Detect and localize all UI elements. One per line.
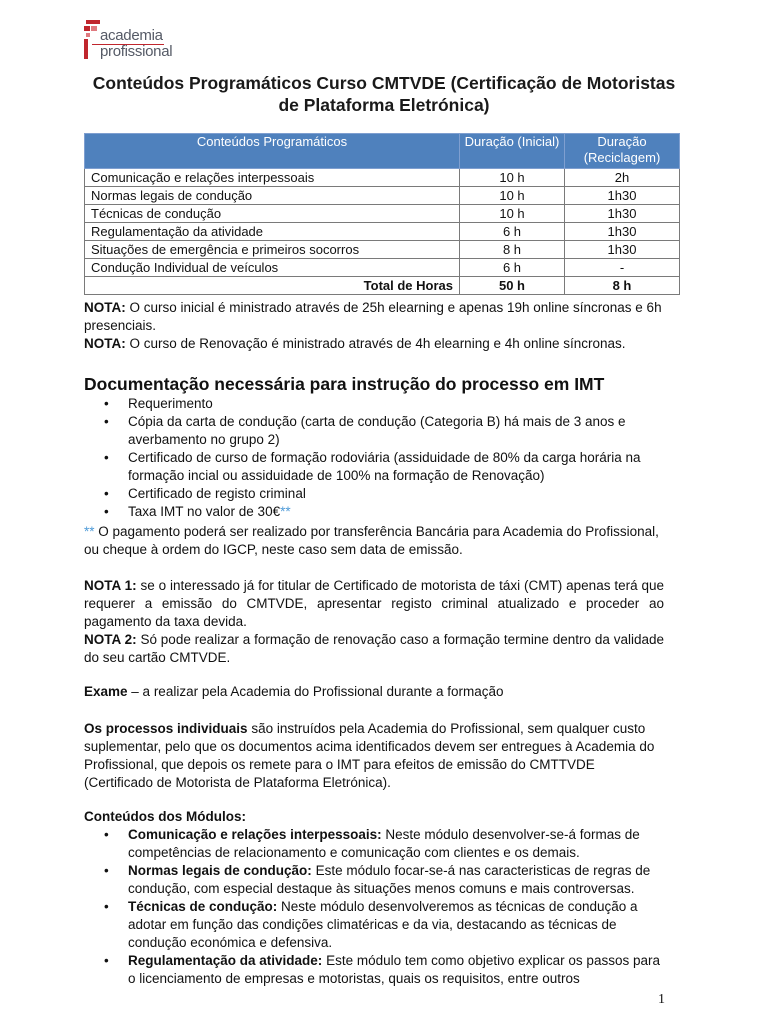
nota-2: NOTA 2: Só pode realizar a formação de renovação caso a formação termine dentro da validade do seu cartão CMTVDE. [84, 632, 664, 665]
list-item: • Normas legais de condução: Este módulo focar-se-á nas caracteristicas de regras de condução, com especial destaque às situações menos comuns e mais controversas. [84, 862, 664, 898]
list-item: • Técnicas de condução: Neste módulo desenvolveremos as técnicas de condução a adotar em função das condições climatéricas e da via, destacando as técnicas de condução económica e defensiva. [84, 898, 664, 952]
cell-initial: 8 h [460, 241, 565, 259]
total-recycling: 8 h [565, 277, 680, 295]
table-row [85, 169, 680, 187]
list-item: • Cópia da carta de condução (carta de condução (Categoria B) há mais de 3 anos e averbamento no grupo 2) [84, 413, 664, 449]
modules-list [84, 826, 664, 988]
list-item: • Certificado de curso de formação rodoviária (assiduidade de 80% da carga horária na formação incial ou assiduidade de 100% na formação de Renovação) [84, 449, 664, 485]
cell-recycling: - [565, 259, 680, 277]
cell-module: Normas legais de condução [85, 187, 460, 205]
cell-module: Regulamentação da atividade [85, 223, 460, 241]
cell-recycling: 2h [565, 169, 680, 187]
company-logo [84, 18, 173, 68]
documentation-list [84, 395, 664, 521]
modules-heading: Conteúdos dos Módulos: [84, 809, 246, 824]
note-renewal: NOTA: O curso de Renovação é ministrado através de 4h elearning e 4h online síncronas. [84, 336, 626, 351]
table-row [85, 187, 680, 205]
table-row [85, 259, 680, 277]
cell-initial: 10 h [460, 187, 565, 205]
nota-1: NOTA 1: se o interessado já for titular de Certificado de motorista de táxi (CMT) apenas terá que requerer a emissão do CMTVDE, apresentar registo criminal atualizado e proceder ao pagamento da taxa devida. [84, 578, 664, 629]
processes-paragraph: Os processos individuais são instruídos pela Academia do Profissional, sem qualquer custo suplementar, pelo que os documentos acima identificados devem ser entregues à Academia do Profissional, que depois os remete para o IMT para efeitos de emissão do CMTTVDE (Certificado de Motorista de Plataforma Eletrónica). [84, 721, 655, 790]
cell-initial: 6 h [460, 259, 565, 277]
list-item: • Regulamentação da atividade: Este módulo tem como objetivo explicar os passos para o licenciamento de empresas e motoristas, quais os requisitos, entre outros [84, 952, 664, 988]
cell-recycling: 1h30 [565, 241, 680, 259]
list-item: • Comunicação e relações interpessoais: Neste módulo desenvolver-se-á formas de competências de relacionamento e comunicação com clientes e os demais. [84, 826, 664, 862]
table-row [85, 205, 680, 223]
page-number: 1 [658, 992, 665, 1007]
cell-module: Situações de emergência e primeiros socorros [85, 241, 460, 259]
page-title: Conteúdos Programáticos Curso CMTVDE (Certificação de Motoristas de Plataforma Eletrónica) [92, 73, 676, 115]
table-total-row [85, 277, 680, 295]
cell-initial: 10 h [460, 169, 565, 187]
table-row [85, 241, 680, 259]
logo-wordmark: academia profissional [100, 27, 173, 60]
col-header-contents: Conteúdos Programáticos [85, 134, 460, 169]
cell-module: Condução Individual de veículos [85, 259, 460, 277]
exam-note: Exame – a realizar pela Academia do Profissional durante a formação [84, 684, 504, 699]
table-header-row [85, 134, 680, 169]
cell-initial: 6 h [460, 223, 565, 241]
total-label: Total de Horas [85, 277, 460, 295]
col-header-recycling: Duração (Reciclagem) [565, 134, 680, 169]
table-row [85, 223, 680, 241]
cell-initial: 10 h [460, 205, 565, 223]
payment-note: ** O pagamento poderá ser realizado por transferência Bancária para Academia do Profissional, ou cheque à ordem do IGCP, neste caso sem data de emissão. [84, 524, 659, 557]
cell-module: Técnicas de condução [85, 205, 460, 223]
list-item: • Requerimento [84, 395, 664, 413]
total-initial: 50 h [460, 277, 565, 295]
documentation-heading: Documentação necessária para instrução do processo em IMT [84, 374, 605, 394]
cell-recycling: 1h30 [565, 223, 680, 241]
program-table [84, 133, 680, 295]
cell-recycling: 1h30 [565, 205, 680, 223]
col-header-initial: Duração (Inicial) [460, 134, 565, 169]
cell-recycling: 1h30 [565, 187, 680, 205]
cell-module: Comunicação e relações interpessoais [85, 169, 460, 187]
note-initial: NOTA: O curso inicial é ministrado através de 25h elearning e apenas 19h online síncronas e 6h presenciais. [84, 300, 662, 333]
list-item: • Certificado de registo criminal [84, 485, 664, 503]
list-item: • Taxa IMT no valor de 30€** [84, 503, 664, 521]
